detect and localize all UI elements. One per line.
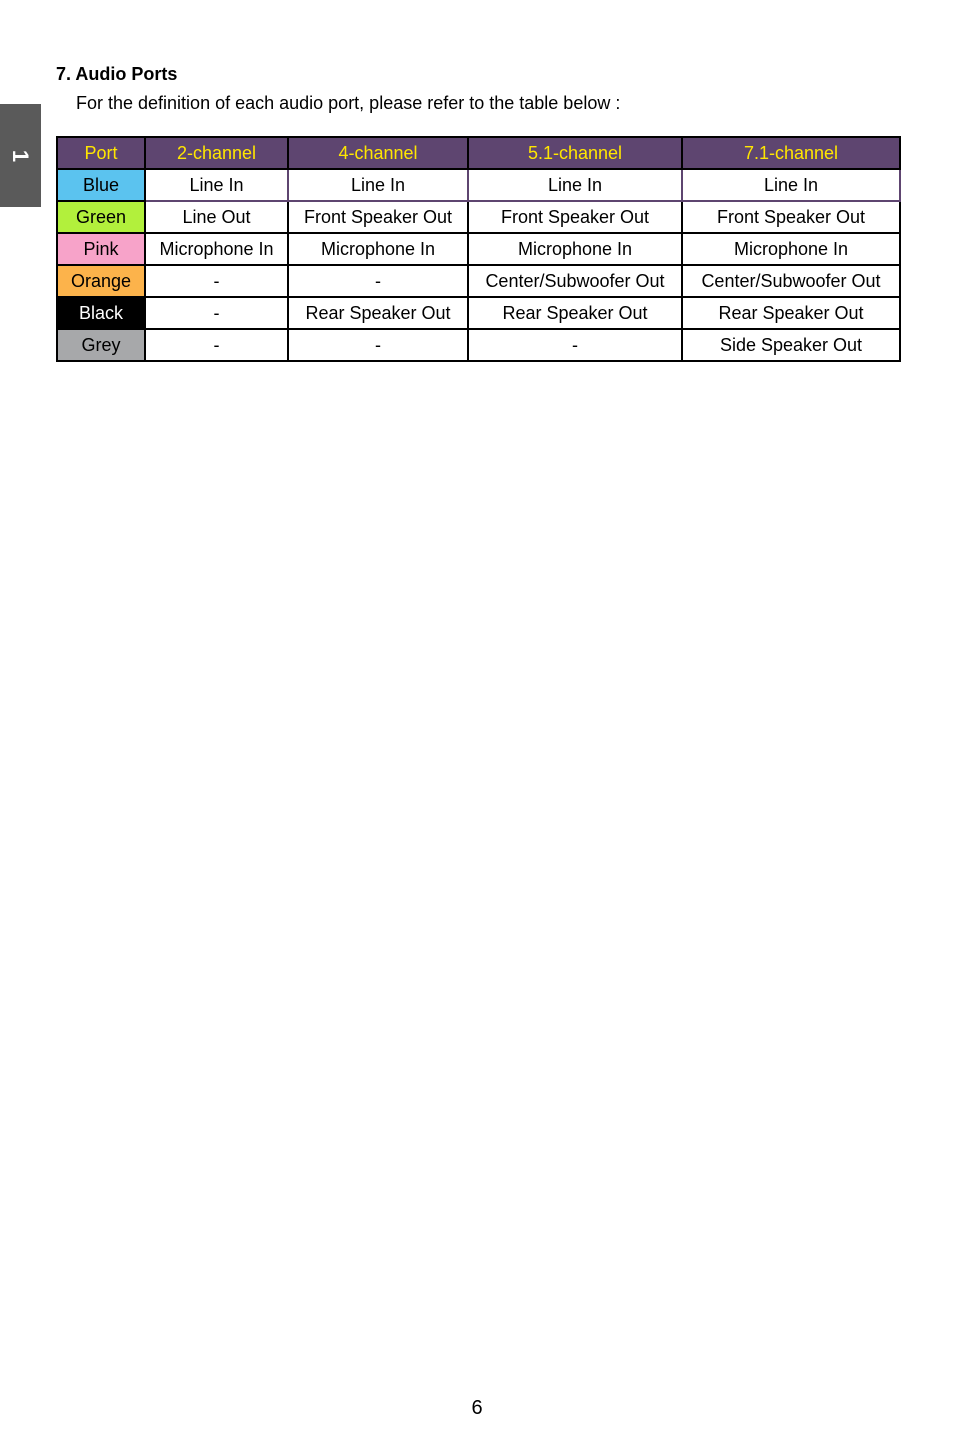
table-cell: Line Out (145, 201, 288, 233)
table-cell: Front Speaker Out (468, 201, 682, 233)
table-cell: Center/Subwoofer Out (468, 265, 682, 297)
port-color-cell: Grey (57, 329, 145, 361)
table-cell: Side Speaker Out (682, 329, 900, 361)
section-title: 7. Audio Ports (56, 64, 178, 84)
table-row (57, 329, 900, 361)
chapter-tab (0, 104, 41, 207)
table-cell: - (145, 297, 288, 329)
table-cell: Line In (145, 169, 288, 201)
table-cell: Microphone In (682, 233, 900, 265)
table-cell: Microphone In (288, 233, 468, 265)
table-cell: Front Speaker Out (682, 201, 900, 233)
table-cell: - (288, 265, 468, 297)
table-cell: - (468, 329, 682, 361)
table-cell: Line In (682, 169, 900, 201)
table-cell: Line In (288, 169, 468, 201)
table-row (57, 233, 900, 265)
page-number: 6 (471, 1397, 483, 1419)
section-intro: For the definition of each audio port, please refer to the table below : (76, 93, 621, 113)
port-color-cell: Blue (57, 169, 145, 201)
column-header: 5.1-channel (468, 137, 682, 169)
table-cell: Microphone In (468, 233, 682, 265)
chapter-tab-label: 1 (8, 149, 34, 162)
table-cell: Rear Speaker Out (468, 297, 682, 329)
table-cell: - (288, 329, 468, 361)
table-row (57, 201, 900, 233)
column-header: Port (57, 137, 145, 169)
port-color-cell: Pink (57, 233, 145, 265)
table-cell: - (145, 265, 288, 297)
table-row (57, 297, 900, 329)
table-cell: Front Speaker Out (288, 201, 468, 233)
table-cell: Center/Subwoofer Out (682, 265, 900, 297)
column-header: 7.1-channel (682, 137, 900, 169)
table-cell: Microphone In (145, 233, 288, 265)
column-header: 2-channel (145, 137, 288, 169)
table-body (57, 169, 900, 361)
port-color-cell: Orange (57, 265, 145, 297)
table-row (57, 265, 900, 297)
column-header: 4-channel (288, 137, 468, 169)
table-header-row (57, 137, 900, 169)
audio-ports-table (56, 136, 901, 362)
table-cell: Rear Speaker Out (288, 297, 468, 329)
table-cell: - (145, 329, 288, 361)
table-row (57, 169, 900, 201)
port-color-cell: Black (57, 297, 145, 329)
port-color-cell: Green (57, 201, 145, 233)
table-cell: Rear Speaker Out (682, 297, 900, 329)
table-cell: Line In (468, 169, 682, 201)
